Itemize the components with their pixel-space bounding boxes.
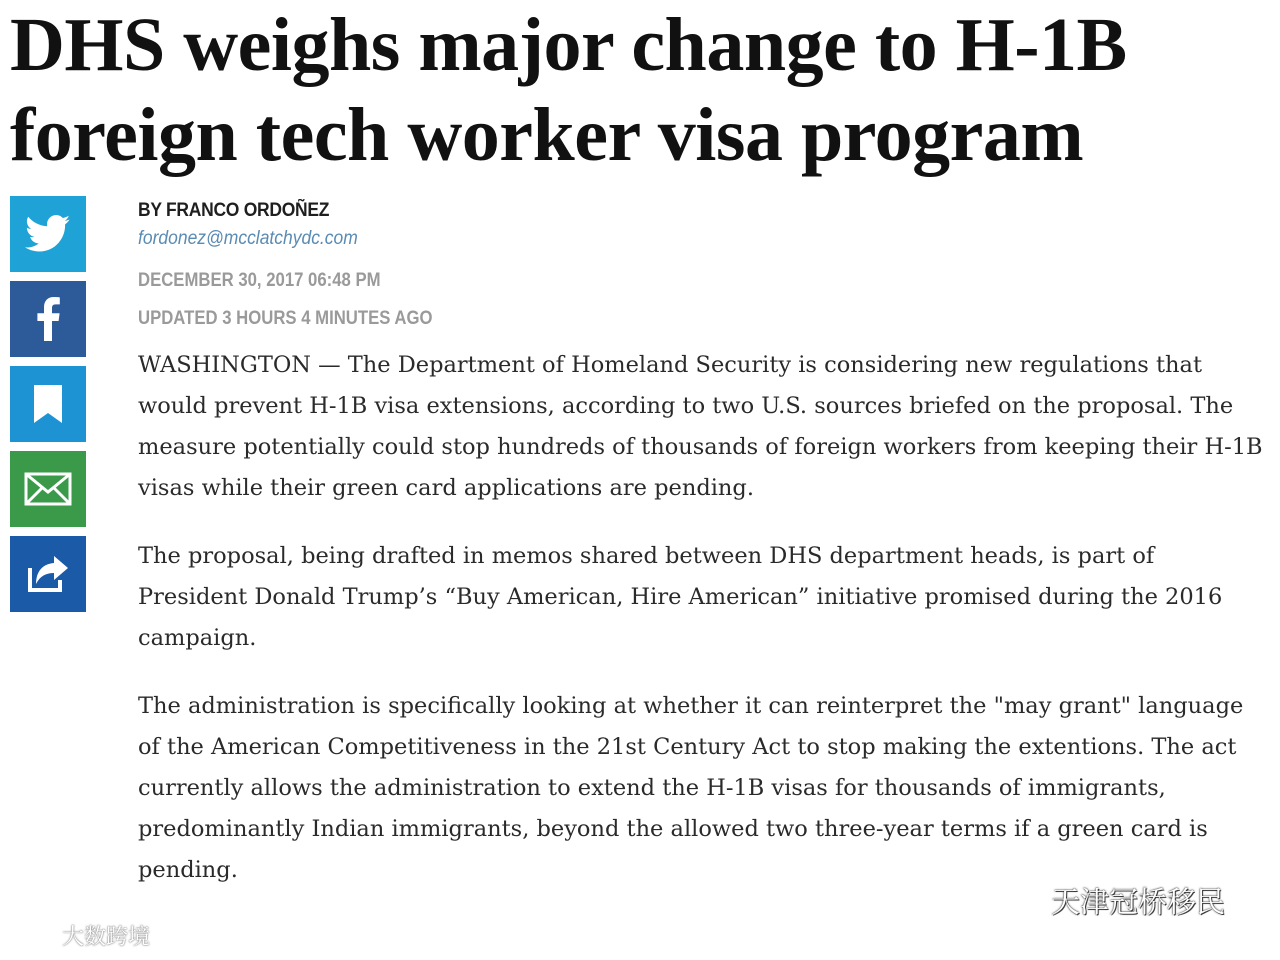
article-paragraph-1: WASHINGTON — The Department of Homeland Security is considering new regulations that would prevent H-1B visa extensions, according to two U.S. sources briefed on the proposal. The measure potentially could stop hundreds of thousands of foreign workers from keeping their H-1B visas while their green card applications are pending.	[138, 352, 1263, 501]
twitter-share-button[interactable]	[10, 196, 86, 272]
bookmark-button[interactable]	[10, 366, 86, 442]
share-rail	[10, 196, 86, 621]
watermark-right	[985, 880, 1225, 921]
updated-timestamp: UPDATED 3 HOURS 4 MINUTES AGO	[138, 308, 433, 329]
bookmark-icon	[34, 385, 62, 423]
envelope-icon	[24, 472, 72, 506]
headline-line-2: foreign tech worker visa program	[10, 93, 1084, 177]
article-body	[138, 345, 1263, 918]
watermark-left	[10, 920, 150, 951]
watermark-right-text: 天津冠桥移民	[1051, 885, 1226, 919]
headline-line-1: DHS weighs major change to H-1B	[10, 3, 1127, 87]
author-email-link[interactable]: fordonez@mcclatchydc.com	[138, 228, 358, 249]
byline: BY FRANCO ORDOÑEZ	[138, 200, 330, 221]
facebook-share-button[interactable]	[10, 281, 86, 357]
email-share-button[interactable]	[10, 451, 86, 527]
wechat-logo-icon	[985, 881, 1041, 921]
facebook-f-icon	[35, 297, 61, 341]
watermark-left-text: 大数跨境	[62, 925, 151, 950]
weibo-logo-icon	[10, 922, 56, 950]
twitter-bird-icon	[25, 215, 71, 253]
publish-date: DECEMBER 30, 2017 06:48 PM	[138, 270, 381, 291]
share-button[interactable]	[10, 536, 86, 612]
article-paragraph-2: The proposal, being drafted in memos shared between DHS department heads, is part of President Donald Trump’s “Buy American, Hire American” initiative promised during the 2016 campaign.	[138, 543, 1223, 651]
article-headline	[10, 0, 1270, 180]
article-paragraph-3: The administration is specifically looking at whether it can reinterpret the "may grant" language of the American Competitiveness in the 21st Century Act to stop making the extentions. The act currently allows the administration to extend the H-1B visas for thousands of immigrants, predominantly Indian immigrants, beyond the allowed two three-year terms if a green card is pending.	[138, 693, 1244, 883]
share-arrow-icon	[26, 554, 70, 594]
article-meta	[138, 196, 473, 332]
